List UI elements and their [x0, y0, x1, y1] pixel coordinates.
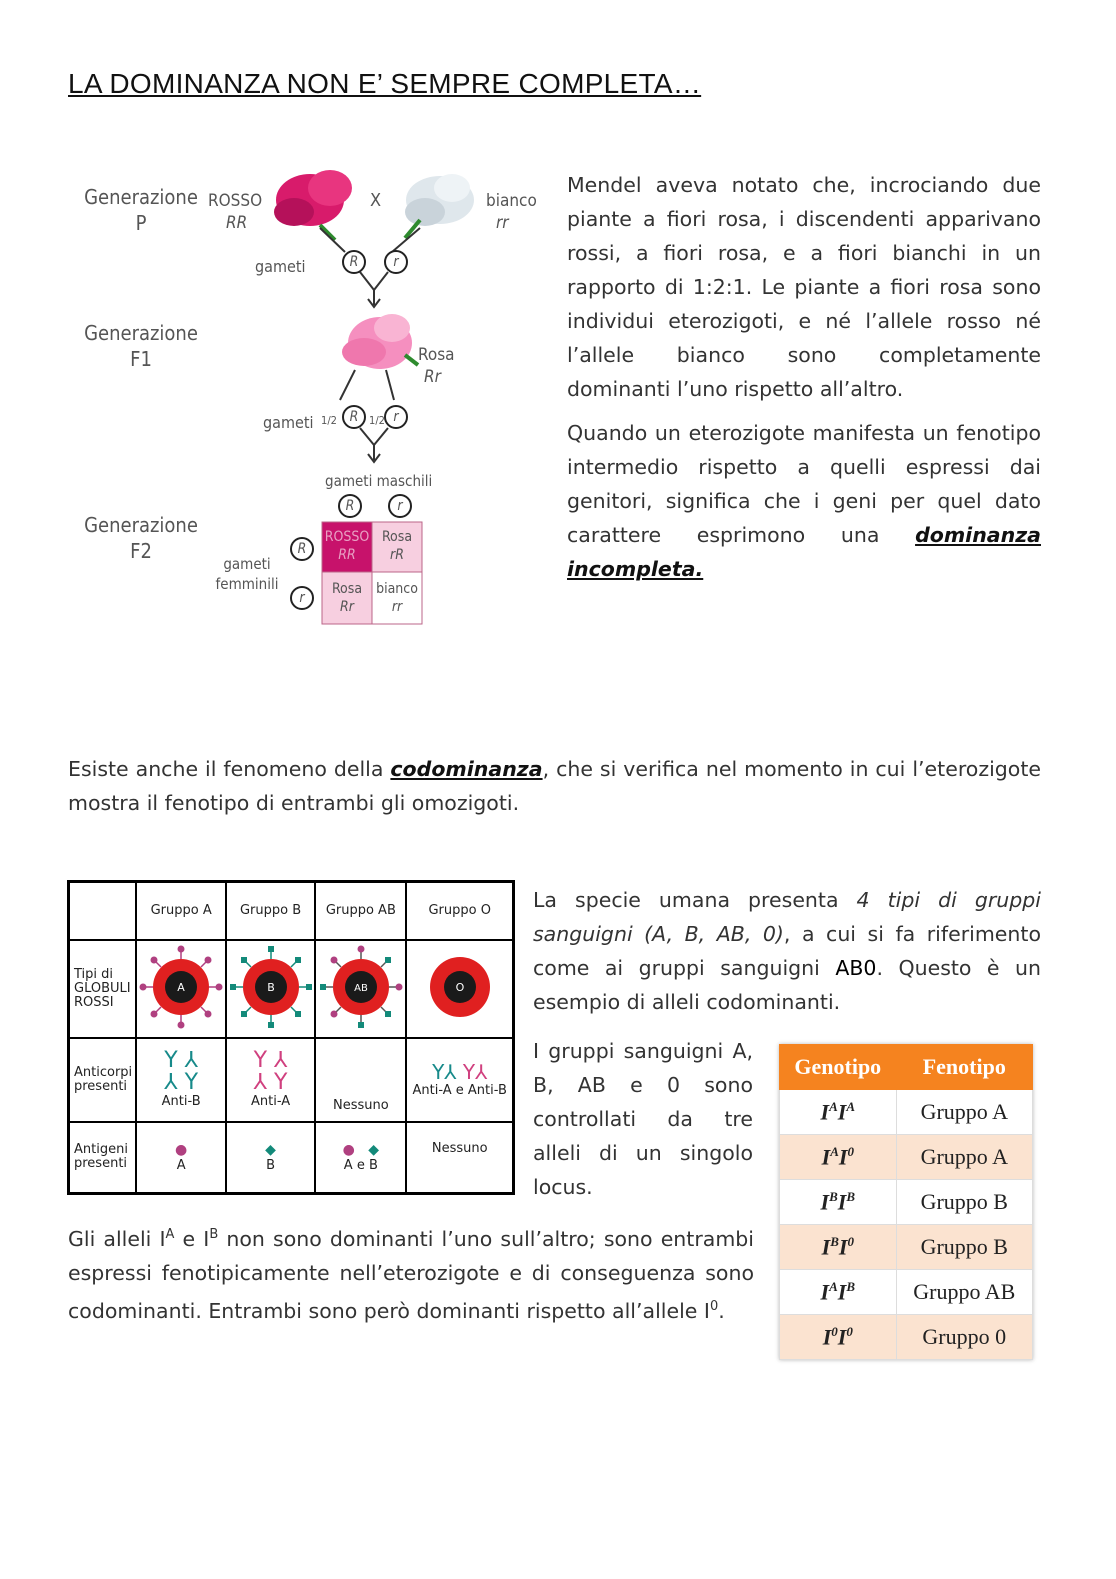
antigen-a-label: A — [176, 1157, 186, 1173]
red-cell-ab — [315, 940, 406, 1038]
para-alleli-locus: I gruppi sanguigni A, B, AB e 0 sono controllati da tre alleli di un singolo locus. — [533, 1039, 753, 1199]
rosso-label: ROSSO — [208, 191, 263, 211]
header-gruppo-ab: Gruppo AB — [315, 882, 406, 940]
bianco-label: bianco — [486, 191, 537, 211]
phenotype-cell: Gruppo A — [896, 1090, 1032, 1135]
term-codominanza: codominanza — [390, 757, 543, 781]
punnett-22: bianco rr — [376, 581, 418, 615]
intro-text — [567, 168, 1041, 596]
allele-r-2: r — [393, 409, 399, 425]
para-codominanza: Esiste anche il fenomeno della codominanza, che si verifica nel momento in cui l’eterozigote mostra il fenotipo di entrambi gli omozigoti. — [68, 757, 1041, 815]
table-row — [780, 1180, 1033, 1225]
red-cell-o-letter: O — [455, 980, 465, 994]
antigen-a-dot-icon: ● — [175, 1141, 188, 1158]
Rr-label: Rr — [424, 367, 441, 387]
header-gruppo-o: Gruppo O — [406, 882, 513, 940]
header-genotipo: Genotipo — [780, 1045, 897, 1090]
gen-p-label: Generazione P — [84, 185, 198, 235]
antigen-o-label: Nessuno — [406, 1122, 513, 1194]
punnett-12: Rosa rR — [381, 529, 413, 563]
term-dominanza-incompleta: dominanza incompleta. — [567, 523, 1041, 581]
gameti-f1-label: gameti — [263, 413, 314, 432]
genotype-cell: $I^0I^0$ — [780, 1315, 897, 1360]
rosa-label: Rosa — [418, 345, 455, 365]
antibody-ab-label: Nessuno — [315, 1038, 406, 1122]
punnett-11: ROSSO RR — [324, 529, 370, 563]
gen-f1-label: Generazione F1 — [84, 321, 198, 371]
antibody-a-label: Anti-B — [161, 1094, 201, 1109]
antigen-b-label: B — [266, 1157, 276, 1173]
gameti-femminili-label: gameti femminili — [215, 555, 279, 593]
red-flower-icon — [274, 170, 352, 240]
allele-r-f: r — [299, 590, 305, 606]
antigen-b-cell — [226, 1122, 315, 1194]
pink-flower-icon — [342, 314, 418, 369]
allele-R-m: R — [345, 498, 355, 514]
red-cell-a — [136, 940, 225, 1038]
table-row — [780, 1315, 1033, 1360]
red-cell-ab-icon — [319, 945, 403, 1029]
antigen-ab-cell — [315, 1122, 406, 1194]
header-fenotipo: Fenotipo — [896, 1045, 1032, 1090]
antibody-o-label: Anti-A e Anti-B — [412, 1083, 507, 1098]
allele-r-m: r — [397, 498, 403, 514]
gameti-maschili-label: gameti maschili — [325, 472, 433, 490]
header-gruppo-a: Gruppo A — [136, 882, 225, 940]
cross-x-label: X — [370, 190, 382, 211]
allele-R-1: R — [349, 254, 359, 270]
rr-red-label: RR — [226, 213, 248, 233]
punnett-21: Rosa Rr — [331, 581, 363, 615]
para-mendel: Mendel aveva notato che, incrociando due piante a fiori rosa, i discendenti apparivano rossi, a fiori rosa, e a fiori bianchi in un rapporto di 1:2:1. Le piante a fiori rosa sono individui eterozigoti, e né l’allele rosso né l’allele bianco sono completamente dominanti l’uno rispetto all’altro. — [567, 173, 1041, 401]
antibody-pink-icon: Y ⅄ ⅄ Y — [253, 1048, 288, 1095]
antibody-a-cell — [136, 1038, 225, 1122]
row-globuli-label: Tipi di GLOBULI ROSSI — [69, 940, 137, 1038]
phenotype-cell: Gruppo B — [896, 1225, 1032, 1270]
table-row — [780, 1090, 1033, 1135]
antigen-ab-dot-icon: ● ◆ — [342, 1141, 380, 1158]
row-antigeni-label: Antigeni presenti — [69, 1122, 137, 1194]
phenotype-cell: Gruppo A — [896, 1135, 1032, 1180]
row-anticorpi-label: Anticorpi presenti — [69, 1038, 137, 1122]
header-gruppo-b: Gruppo B — [226, 882, 315, 940]
genotype-cell: $I^BI^B$ — [780, 1180, 897, 1225]
antibody-both-icon: Y⅄ Y⅄ — [432, 1060, 488, 1084]
allele-R-f: R — [297, 541, 307, 557]
antigen-a-cell — [136, 1122, 225, 1194]
red-cell-b-icon — [229, 945, 313, 1029]
genotype-cell: $I^AI^0$ — [780, 1135, 897, 1180]
antibody-o-cell — [406, 1038, 513, 1122]
phenotype-cell: Gruppo B — [896, 1180, 1032, 1225]
phenotype-cell: Gruppo AB — [896, 1270, 1032, 1315]
para-gruppi-sanguigni: La specie umana presenta 4 tipi di gruppi sanguigni (A, B, AB, 0), a cui si fa riferimento come ai gruppi sanguigni AB0. Questo è un esempio di alleli codominanti. — [533, 888, 1041, 1014]
antigen-b-dot-icon: ◆ — [265, 1141, 276, 1158]
genotype-cell: $I^BI^0$ — [780, 1225, 897, 1270]
white-flower-icon — [405, 174, 474, 238]
red-cell-b-letter: B — [266, 980, 275, 994]
gen-f2-label: Generazione F2 — [84, 513, 198, 563]
table-row — [780, 1225, 1033, 1270]
allele-r-1: r — [393, 254, 399, 270]
allele-R-2: R — [349, 409, 359, 425]
antibody-teal-icon: Y ⅄ ⅄ Y — [164, 1048, 199, 1095]
antibody-b-label: Anti-A — [251, 1094, 291, 1109]
gameti-p-label: gameti — [255, 257, 306, 276]
page-title: LA DOMINANZA NON E’ SEMPRE COMPLETA… — [68, 68, 702, 99]
red-cell-a-icon — [139, 945, 223, 1029]
half-1: 1/2 — [321, 414, 337, 427]
red-cell-o-icon — [418, 945, 502, 1029]
para-incompleta: Quando un eterozigote manifesta un fenotipo intermedio rispetto a quelli espressi dai genitori, significa che i geni per quel dato carattere esprimono una dominanza incompleta. — [567, 421, 1041, 581]
red-cell-b — [226, 940, 315, 1038]
red-cell-ab-letter: AB — [353, 982, 368, 994]
red-cell-o — [406, 940, 513, 1038]
antibody-b-cell — [226, 1038, 315, 1122]
cross-diagram — [80, 160, 550, 640]
blood-groups-table — [67, 880, 515, 1195]
table-row — [780, 1270, 1033, 1315]
phenotype-cell: Gruppo 0 — [896, 1315, 1032, 1360]
antigen-ab-label: A e B — [343, 1157, 378, 1173]
genotype-table — [779, 1044, 1033, 1360]
rr-white-label: rr — [496, 213, 509, 233]
red-cell-a-letter: A — [177, 980, 185, 994]
para-alleli-codominanti: Gli alleli $I^A$ e $I^B$ non sono dominanti l’uno sull’altro; sono entrambi espressi fenotipicamente nell’eterozigote e di conseguenza sono codominanti. Entrambi sono però dominanti rispetto all’allele $I^0$. — [68, 1226, 755, 1323]
half-2: 1/2 — [369, 414, 385, 427]
table-row — [780, 1135, 1033, 1180]
genotype-cell: $I^AI^A$ — [780, 1090, 897, 1135]
genotype-cell: $I^AI^B$ — [780, 1270, 897, 1315]
